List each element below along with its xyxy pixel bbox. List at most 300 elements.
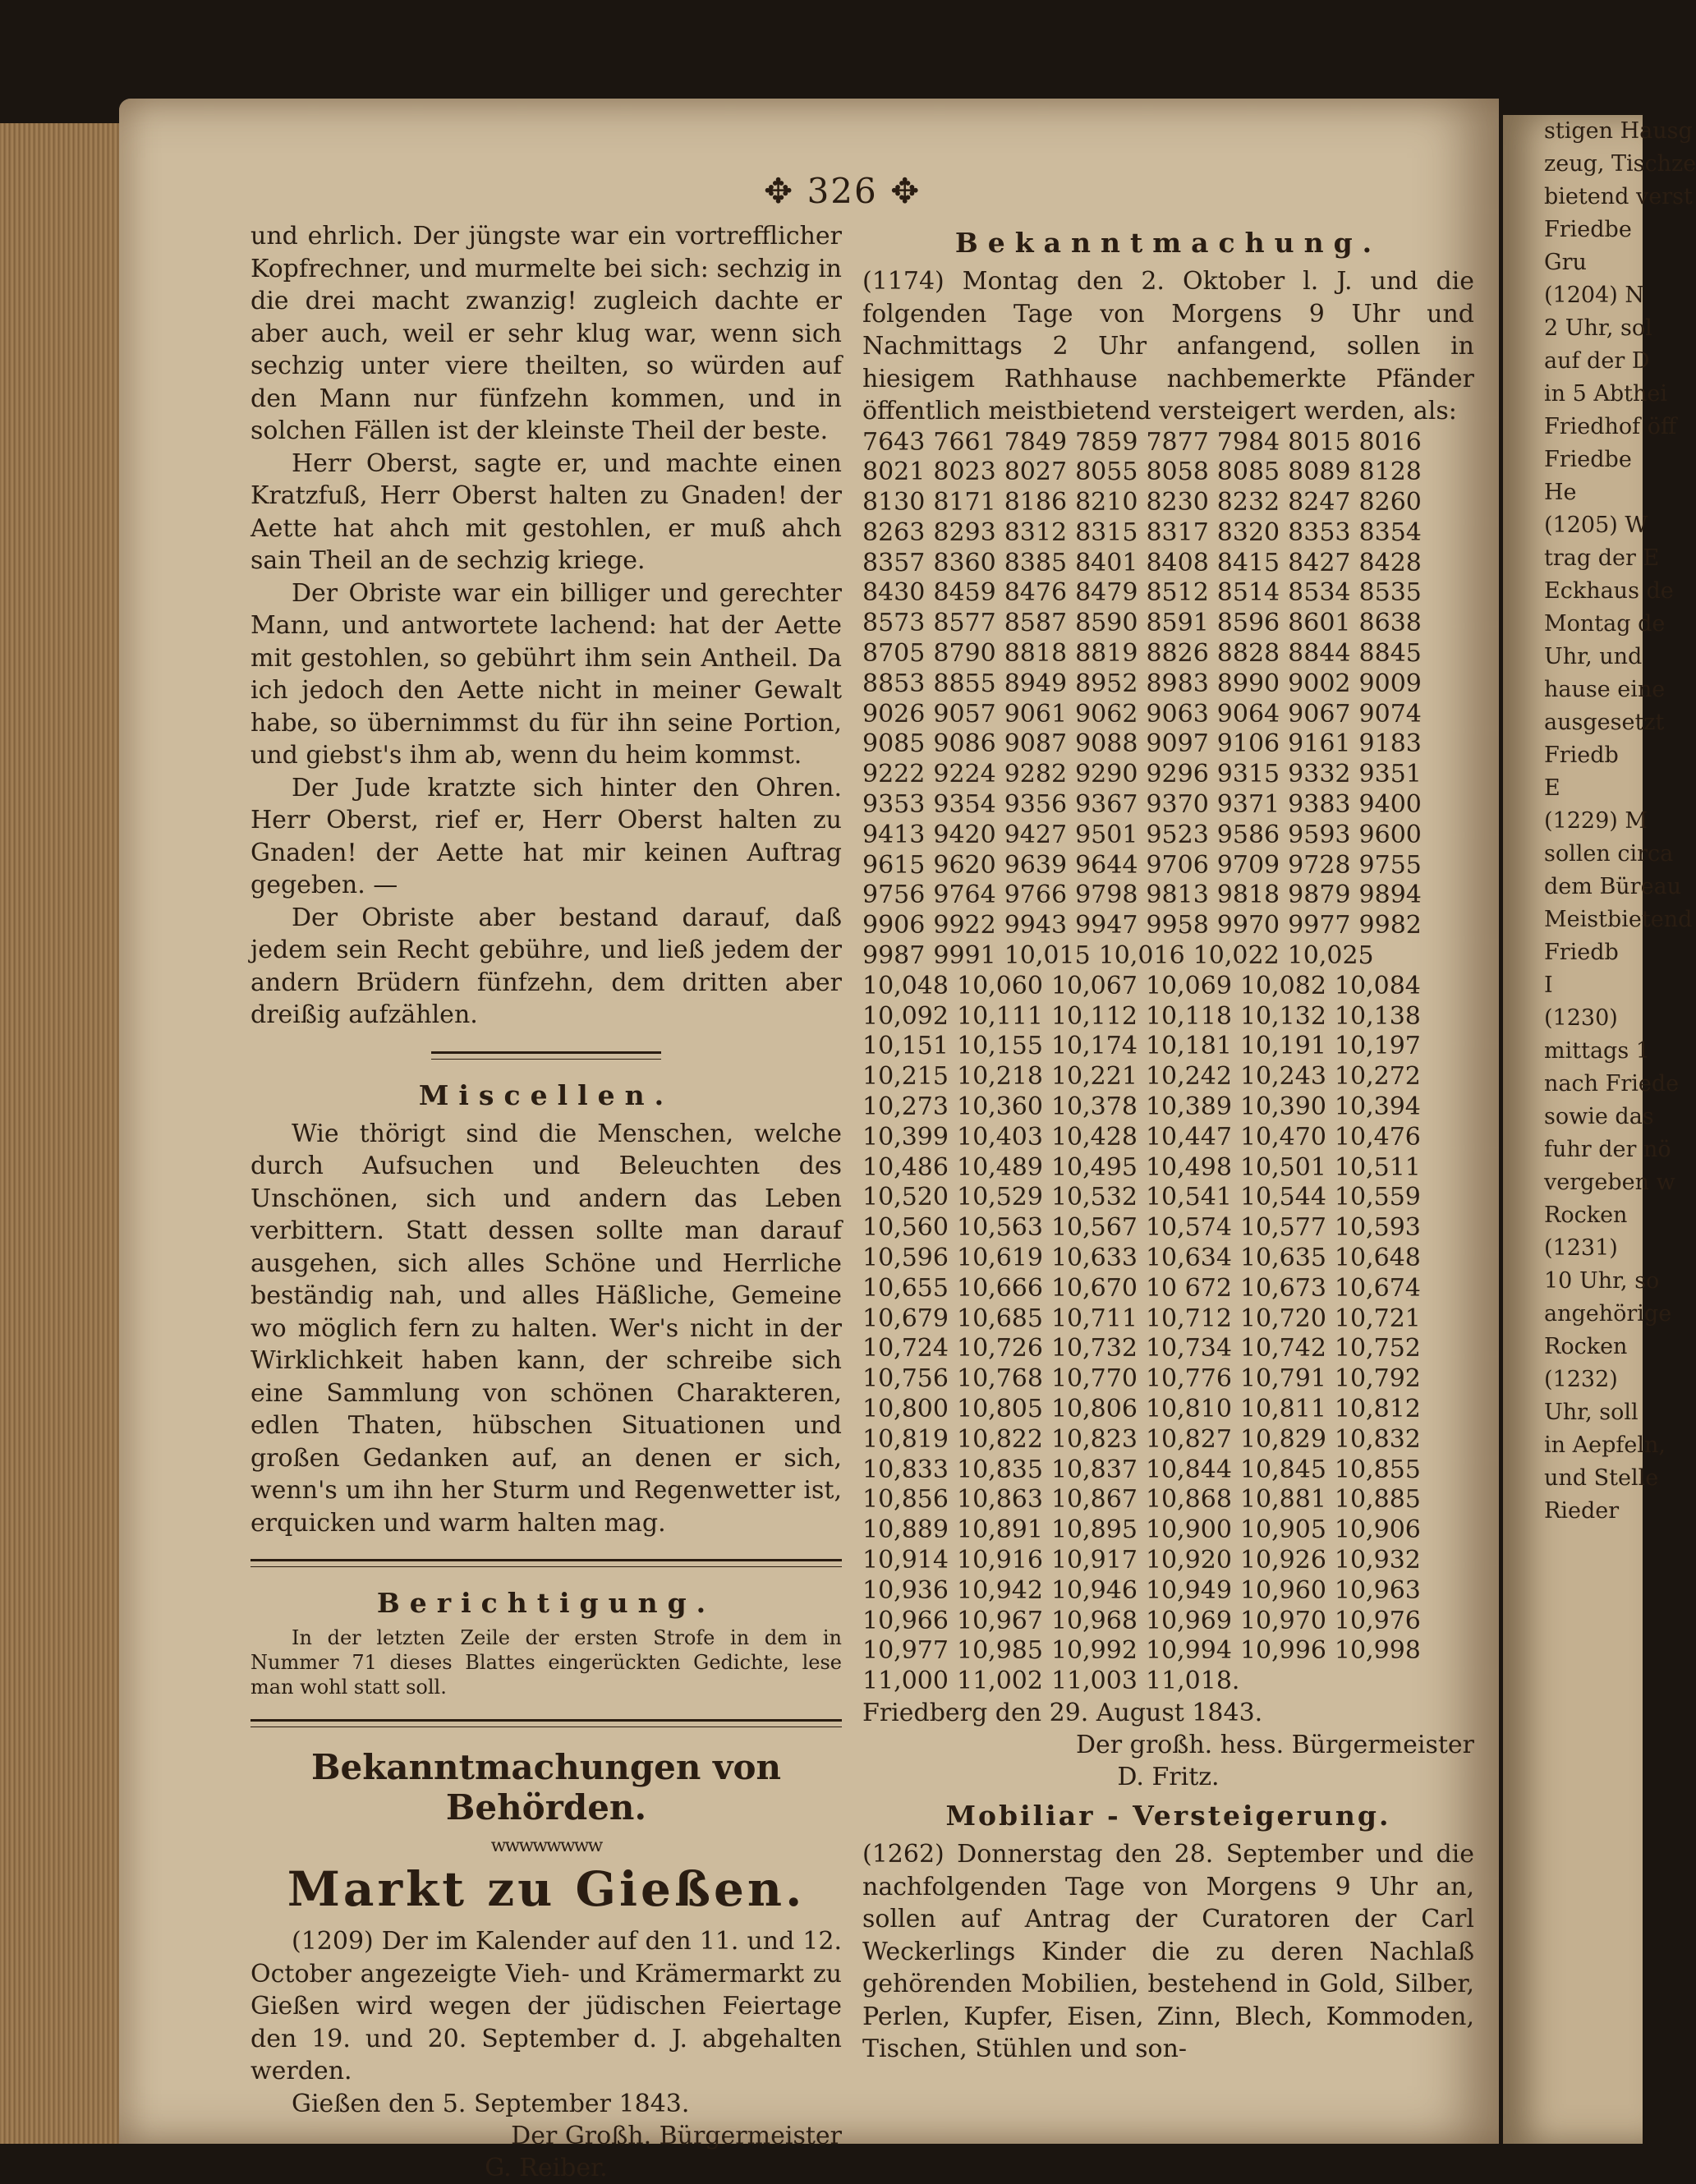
pledge-number: 9615	[862, 850, 926, 880]
pledge-number: 10,174	[1050, 1032, 1138, 1061]
pledge-number: 9947	[1075, 911, 1138, 940]
adjacent-page-fragment: zeug, Tischze	[1544, 151, 1696, 177]
pledge-number: 8015	[1288, 427, 1351, 457]
pledge-number: 10,498	[1145, 1152, 1232, 1182]
pledge-number: 10,666	[956, 1273, 1043, 1303]
pledge-number: 10,920	[1145, 1545, 1232, 1575]
pledge-number: 8535	[1358, 578, 1422, 608]
pledge-number: 10,670	[1050, 1273, 1138, 1303]
pledge-number: 10,792	[1334, 1364, 1421, 1394]
pledge-number: 10,756	[862, 1364, 949, 1394]
pledge-number: 10,544	[1239, 1183, 1326, 1212]
pledge-number: 9982	[1358, 911, 1422, 940]
pledge-number: 7661	[933, 427, 996, 457]
pledge-number: 10,992	[1050, 1636, 1138, 1666]
pledge-number: 10,679	[862, 1304, 949, 1333]
pledge-number: 8514	[1216, 578, 1280, 608]
pledge-number: 10,399	[862, 1122, 949, 1152]
pledge-number: 9987	[862, 941, 926, 971]
pledge-number: 10,863	[956, 1485, 1043, 1515]
pledge-number: 10,734	[1145, 1334, 1232, 1363]
pledge-number: 10,541	[1145, 1183, 1232, 1212]
pledge-number: 10,895	[1050, 1515, 1138, 1545]
pledge-number: 10,567	[1050, 1213, 1138, 1243]
pledge-number: 8828	[1216, 639, 1280, 669]
pledge-number: 10,529	[956, 1183, 1043, 1212]
pledge-number: 10,532	[1050, 1183, 1138, 1212]
mobiliar-text: (1262) Donnerstag den 28. September und die nachfolgenden Tage von Morgens 9 Uhr an, sollen auf Antrag der Curatoren der Carl Weckerlings Kinder die zu deren Nachlaß gehörenden Mobilien, bestehend in Gold, Silber, Perlen, Kupfer, Eisen, Zinn, Blech, Kommoden, Tischen, Stühlen und son-	[862, 1840, 1474, 2064]
pledge-number: 10,118	[1145, 1001, 1232, 1031]
left-column	[250, 220, 842, 2184]
pledge-number: 9062	[1075, 699, 1138, 729]
pledge-number: 10,946	[1050, 1575, 1138, 1605]
pledge-number: 9639	[1004, 850, 1068, 880]
pledge-number: 10,520	[862, 1183, 949, 1212]
pledge-number: 10,969	[1145, 1606, 1232, 1635]
pledge-number: 10,242	[1145, 1062, 1232, 1092]
pledge-number: 10,633	[1050, 1244, 1138, 1273]
pledge-number: 10,619	[956, 1244, 1043, 1273]
pledge-number: 9282	[1004, 760, 1068, 789]
pledge-number: 10,845	[1239, 1455, 1326, 1484]
pledge-number: 10,819	[862, 1424, 949, 1454]
adjacent-page-fragment: ausgesetzt	[1544, 710, 1665, 735]
adjacent-page-fragment: nach Friede	[1544, 1071, 1680, 1097]
pledge-number: 9977	[1288, 911, 1351, 940]
adjacent-page-fragment: Eckhaus de	[1544, 578, 1674, 604]
pledge-number: 10,905	[1239, 1515, 1326, 1545]
pledge-number: 8293	[933, 517, 996, 547]
pledge-number: 8430	[862, 578, 926, 608]
pledge-number: 10,015	[1004, 941, 1091, 971]
pledge-number: 10,835	[956, 1455, 1043, 1484]
pledge-number: 10,593	[1334, 1213, 1421, 1243]
pledge-number: 10,967	[956, 1606, 1043, 1635]
berichtigung-heading: Berichtigung.	[376, 1587, 716, 1619]
pledge-number: 7859	[1075, 427, 1138, 457]
pledge-number: 10,998	[1334, 1636, 1421, 1666]
pledge-number: 9600	[1358, 820, 1422, 849]
pledge-number: 8317	[1146, 517, 1209, 547]
pledge-number: 10,648	[1334, 1244, 1421, 1273]
pledge-number: 9067	[1288, 699, 1351, 729]
mobiliar-heading: Mobiliar - Versteigerung.	[945, 1800, 1391, 1832]
bekanntmachung-place-date: Friedberg den 29. August 1843.	[862, 1698, 1263, 1727]
pledge-number: 10,048	[862, 971, 949, 1000]
pledge-number: 10,151	[862, 1032, 949, 1061]
pledge-number: 9161	[1288, 729, 1351, 759]
pledge-number: 8385	[1004, 548, 1068, 577]
pledge-number: 10,560	[862, 1213, 949, 1243]
pledge-number: 10,197	[1334, 1032, 1421, 1061]
pledge-number: 8186	[1004, 488, 1068, 517]
pledge-number: 8819	[1075, 639, 1138, 669]
pledge-number: 10,138	[1334, 1001, 1421, 1031]
wave-ornament: wwwwwwww	[490, 1836, 602, 1856]
pledge-number: 8312	[1004, 517, 1068, 547]
signature-title: Der Großh. Bürgermeister	[511, 2122, 842, 2150]
pledge-number: 8320	[1216, 517, 1280, 547]
adjacent-page-fragment: Rocken	[1544, 1334, 1628, 1359]
pledge-number: 9709	[1216, 850, 1280, 880]
ornament-left-icon: ✥	[764, 171, 795, 211]
pledge-number: 9061	[1004, 699, 1068, 729]
pledge-number: 10,243	[1239, 1062, 1326, 1092]
pledge-number: 10,881	[1239, 1485, 1326, 1515]
pledge-number: 10,067	[1050, 971, 1138, 1000]
adjacent-page-fragment: und Stelle	[1544, 1465, 1659, 1491]
pledge-number: 9353	[862, 790, 926, 820]
pledge-number: 9315	[1216, 760, 1280, 789]
pledge-number: 9086	[933, 729, 996, 759]
pledge-number: 11,002	[956, 1667, 1043, 1696]
adjacent-page-fragment: I	[1544, 972, 1553, 998]
pledge-number: 7643	[862, 427, 926, 457]
berichtigung-text: In der letzten Zeile der ersten Strofe in dem in Nummer 71 dieses Blattes eingerückten Gedichte, lese man wohl statt soll.	[250, 1626, 842, 1699]
pledge-number: 9943	[1004, 911, 1068, 940]
pledge-number: 8354	[1358, 517, 1422, 547]
pledge-number: 10,390	[1239, 1092, 1326, 1122]
story-paragraph: Der Obriste aber bestand darauf, daß jedem sein Recht gebühre, und ließ jedem der andern Brüdern fünfzehn, dem dritten aber dreißig aufzählen.	[250, 903, 842, 1029]
pledge-number: 9620	[933, 850, 996, 880]
adjacent-page	[1503, 115, 1696, 2144]
pledge-number: 9097	[1146, 729, 1209, 759]
pledge-number: 10,770	[1050, 1364, 1138, 1394]
pledge-number: 10,069	[1145, 971, 1232, 1000]
section-divider	[250, 1559, 842, 1567]
pledge-number: 8573	[862, 609, 926, 638]
pledge-number: 10,932	[1334, 1545, 1421, 1575]
pledge-number: 9764	[933, 880, 996, 910]
pledge-number: 10,132	[1239, 1001, 1326, 1031]
pledge-number: 9087	[1004, 729, 1068, 759]
pledge-number: 8990	[1216, 669, 1280, 698]
story-paragraph: Der Jude kratzte sich hinter den Ohren. Herr Oberst, rief er, Herr Oberst halten zu Gnaden! der Aette hat mir keinen Auftrag gegeben. —	[250, 773, 842, 899]
pledge-number: 9383	[1288, 790, 1351, 820]
pledge-number: 10,867	[1050, 1485, 1138, 1515]
pledge-number: 8055	[1075, 457, 1138, 487]
pledge-number: 10,926	[1239, 1545, 1326, 1575]
pledge-number: 10,022	[1193, 941, 1280, 971]
pledge-number: 10,812	[1334, 1395, 1421, 1423]
pledge-number: 8826	[1146, 639, 1209, 669]
pledge-number: 10,634	[1145, 1244, 1232, 1273]
pledge-number: 9370	[1146, 790, 1209, 820]
pledge-number: 10,394	[1334, 1092, 1421, 1122]
ornament-right-icon: ✥	[890, 171, 922, 211]
pledge-number: 9420	[933, 820, 996, 849]
pledge-number: 10,768	[956, 1364, 1043, 1394]
pledge-number: 9002	[1288, 669, 1351, 698]
pledge-number: 10,712	[1145, 1304, 1232, 1333]
story-paragraph: Der Obriste war ein billiger und gerechter Mann, und antwortete lachend: hat der Aette mit gestohlen, so gebührt ihm sein Antheil. Da ich jedoch den Aette nicht in meiner Gewalt habe, so übernimmst du für ihn seine Portion, und giebst's ihm ab, wenn du heim kommst.	[250, 578, 842, 770]
pledge-number: 8027	[1004, 457, 1068, 487]
pledge-number: 10,495	[1050, 1152, 1138, 1182]
pledge-number: 10,832	[1334, 1424, 1421, 1454]
pledge-number: 8171	[933, 488, 996, 517]
pledge-number: 10,917	[1050, 1545, 1138, 1575]
adjacent-page-fragment: Montag de	[1544, 611, 1666, 637]
pledge-number: 10,996	[1239, 1636, 1326, 1666]
pledge-number: 10,486	[862, 1152, 949, 1182]
section-divider	[431, 1051, 661, 1060]
pledge-number: 10,811	[1239, 1395, 1326, 1423]
pledge-number: 10,577	[1239, 1213, 1326, 1243]
pledge-number: 9371	[1216, 790, 1280, 820]
pledge-number: 9644	[1075, 850, 1138, 880]
pledge-number: 9755	[1358, 850, 1422, 880]
adjacent-page-fragment: Rocken	[1544, 1202, 1628, 1228]
pledge-number: 8844	[1288, 639, 1351, 669]
pledge-number: 10,949	[1145, 1575, 1232, 1605]
pledge-number: 9088	[1075, 729, 1138, 759]
pledge-number: 10,447	[1145, 1122, 1232, 1152]
pledge-number: 9586	[1216, 820, 1280, 849]
pledge-number: 10,726	[956, 1334, 1043, 1363]
pledge-number: 10,776	[1145, 1364, 1232, 1394]
pledge-number: 10,273	[862, 1092, 949, 1122]
pledge-number: 8230	[1146, 488, 1209, 517]
pledge-number: 10,559	[1334, 1183, 1421, 1212]
pledge-number: 10,221	[1050, 1062, 1138, 1092]
pledge-number: 9400	[1358, 790, 1422, 820]
pledge-number: 10,732	[1050, 1334, 1138, 1363]
miscellen-heading: Miscellen.	[418, 1078, 674, 1111]
pledge-number: 9894	[1358, 880, 1422, 910]
pledge-number: 10,674	[1334, 1273, 1421, 1303]
pledge-number: 10,827	[1145, 1424, 1232, 1454]
pledge-number: 11,000	[862, 1667, 949, 1696]
pledge-number: 9296	[1146, 760, 1209, 789]
pledge-number: 9593	[1288, 820, 1351, 849]
pledge-number: 8401	[1075, 548, 1138, 577]
pledge-number: 7877	[1146, 427, 1209, 457]
pledge-number: 10,742	[1239, 1334, 1326, 1363]
pledge-number: 10,111	[956, 1001, 1043, 1031]
pledge-number: 7849	[1004, 427, 1068, 457]
adjacent-page-fragment: auf der D	[1544, 348, 1650, 374]
bekanntmachung-intro: (1174) Montag den 2. Oktober l. J. und die folgenden Tage von Morgens 9 Uhr und Nachmittags 2 Uhr anfangend, sollen in hiesigem Rathhause nachbemerkte Pfänder öffentlich meistbietend versteigert werden, als:	[862, 267, 1474, 425]
pledge-number: 8021	[862, 457, 926, 487]
pledge-number: 9009	[1358, 669, 1422, 698]
pledge-number: 8360	[933, 548, 996, 577]
pledge-number: 8853	[862, 669, 926, 698]
pledge-number: 10,596	[862, 1244, 949, 1273]
adjacent-page-fragment: Meistbietend	[1544, 907, 1693, 932]
behoerden-heading: Bekanntmachungen von Behörden.	[310, 1747, 782, 1828]
signature-name: G. Reiber.	[485, 2154, 608, 2182]
adjacent-page-fragment: (1230)	[1544, 1005, 1618, 1031]
pledge-number: 8058	[1146, 457, 1209, 487]
pledge-number: 8638	[1358, 609, 1422, 638]
adjacent-page-fragment: Friedhof öff	[1544, 414, 1677, 439]
adjacent-page-fragment: 10 Uhr, so	[1544, 1268, 1660, 1294]
pledge-number: 10,016	[1098, 941, 1185, 971]
pledge-number: 8479	[1075, 578, 1138, 608]
pledge-number: 9224	[933, 760, 996, 789]
pledge-number: 9354	[933, 790, 996, 820]
pledge-number: 10,822	[956, 1424, 1043, 1454]
pledge-number: 10,272	[1334, 1062, 1421, 1092]
adjacent-page-fragment: bietend verst	[1544, 184, 1693, 209]
miscellen-text: Wie thörigt sind die Menschen, welche durch Aufsuchen und Beleuchten des Unschönen, sich und andern das Leben verbittern. Statt dessen sollte man darauf ausgehen, sich alles Schöne und Herrliche beständig nah, und alles Häßliche, Gemeine wo möglich fern zu halten. Wer's nicht in der Wirklichkeit haben kann, der schreibe sich eine Sammlung von schönen Charakteren, edlen Thaten, hübschen Situationen und großen Gedanken auf, an denen er sich, wenn's um ihn her Sturm und Regenwetter ist, erquicken und warm halten mag.	[250, 1119, 842, 1538]
pledge-number: 9818	[1216, 880, 1280, 910]
adjacent-page-fragment: in 5 Abthei	[1544, 381, 1668, 407]
pledge-number: 10,084	[1334, 971, 1421, 1000]
pledge-number: 8596	[1216, 609, 1280, 638]
adjacent-page-fragment: 2 Uhr, sol	[1544, 315, 1652, 341]
adjacent-page-fragment: Uhr, soll	[1544, 1400, 1639, 1425]
pledge-number: 9523	[1146, 820, 1209, 849]
adjacent-page-fragment: fuhr der nö	[1544, 1137, 1671, 1162]
pledge-number: 7984	[1216, 427, 1280, 457]
adjacent-page-fragment: Friedbe	[1544, 447, 1632, 472]
pledge-number: 9756	[862, 880, 926, 910]
pledge-number: 11,003	[1050, 1667, 1138, 1696]
pledge-number: 8512	[1146, 578, 1209, 608]
adjacent-page-fragment: vergeben w	[1544, 1170, 1675, 1195]
pledge-number: 9222	[862, 760, 926, 789]
adjacent-page-fragment: (1231)	[1544, 1235, 1618, 1261]
pledge-number: 10,191	[1239, 1032, 1326, 1061]
adjacent-page-fragment: He	[1544, 480, 1577, 505]
pledge-number: 8818	[1004, 639, 1068, 669]
adjacent-page-fragment: (1229) M	[1544, 808, 1648, 834]
pledge-number: 10,968	[1050, 1606, 1138, 1635]
pledge-number: 8949	[1004, 669, 1068, 698]
pledge-number: 9879	[1288, 880, 1351, 910]
pledge-number: 10,805	[956, 1395, 1043, 1423]
pledge-number: 8315	[1075, 517, 1138, 547]
pledge-number: 10,891	[956, 1515, 1043, 1545]
pledge-number: 10,994	[1145, 1636, 1232, 1666]
adjacent-page-fragment: sowie das	[1544, 1104, 1654, 1129]
pledge-number: 11,018.	[1145, 1667, 1240, 1696]
pledge-number: 8790	[933, 639, 996, 669]
pledge-number: 10,673	[1239, 1273, 1326, 1303]
market-text: (1209) Der im Kalender auf den 11. und 12. October angezeigte Vieh- und Krämermarkt zu Gießen wird wegen der jüdischen Feiertage den 19. und 20. September d. J. abgehalten werden.	[250, 1927, 842, 2085]
pledge-number: 9706	[1146, 850, 1209, 880]
pledge-number: 9367	[1075, 790, 1138, 820]
pledge-number: 10,218	[956, 1062, 1043, 1092]
pledge-number: 9064	[1216, 699, 1280, 729]
pledge-number: 8577	[933, 609, 996, 638]
adjacent-page-fragment: Gru	[1544, 250, 1587, 275]
pledge-number: 10,112	[1050, 1001, 1138, 1031]
pledge-number: 9106	[1216, 729, 1280, 759]
pledge-number: 10,914	[862, 1545, 949, 1575]
pledge-number: 8983	[1146, 669, 1209, 698]
pledge-number: 10,470	[1239, 1122, 1326, 1152]
pledge-number: 10,155	[956, 1032, 1043, 1061]
pledge-number: 10,082	[1239, 971, 1326, 1000]
pledge-number: 10,916	[956, 1545, 1043, 1575]
pledge-number: 10,960	[1239, 1575, 1326, 1605]
page-number: ✥ 326 ✥	[764, 171, 922, 211]
pledge-number: 9351	[1358, 760, 1422, 789]
market-place-date: Gießen den 5. September 1843.	[292, 2089, 690, 2118]
section-divider	[250, 1719, 842, 1727]
pledge-number: 8263	[862, 517, 926, 547]
right-column	[862, 220, 1474, 2066]
pledge-number: 9798	[1075, 880, 1138, 910]
pledge-number: 8591	[1146, 609, 1209, 638]
pledge-number: 8210	[1075, 488, 1138, 517]
adjacent-page-fragment: Friedbe	[1544, 217, 1632, 242]
pledge-number: 9332	[1288, 760, 1351, 789]
pledge-number: 10,900	[1145, 1515, 1232, 1545]
pledge-number: 9813	[1146, 880, 1209, 910]
pledge-number: 10,215	[862, 1062, 949, 1092]
pledge-number: 10,025	[1287, 941, 1374, 971]
pledge-number: 10,936	[862, 1575, 949, 1605]
pledge-number: 10,721	[1334, 1304, 1421, 1333]
pledge-number: 10,976	[1334, 1606, 1421, 1635]
adjacent-page-fragment: mittags 1	[1544, 1038, 1650, 1064]
pledge-number: 10,428	[1050, 1122, 1138, 1152]
pledge-number: 10,403	[956, 1122, 1043, 1152]
adjacent-page-fragment: Rieder	[1544, 1498, 1620, 1524]
pledge-number: 10,685	[956, 1304, 1043, 1333]
adjacent-page-fragment: E	[1544, 775, 1560, 801]
pledge-number: 8590	[1075, 609, 1138, 638]
pledge-number: 10,476	[1334, 1122, 1421, 1152]
adjacent-page-fragment: trag der E	[1544, 545, 1660, 571]
adjacent-page-fragment: stigen Hausg	[1544, 118, 1693, 144]
pledge-number: 9183	[1358, 729, 1422, 759]
story-paragraph: und ehrlich. Der jüngste war ein vortrefflicher Kopfrechner, und murmelte bei sich: sechzig in die drei macht zwanzig! zugleich dachte er aber auch, weil er sehr klug war, wenn sich sechzig unter viere theilten, so würden auf den Mann nur fünfzehn kommen, und in solchen Fällen ist der kleinste Theil der beste.	[250, 222, 842, 445]
pledge-number: 10 672	[1145, 1273, 1232, 1303]
book-page-edge	[0, 123, 123, 2144]
pledge-number: 8023	[933, 457, 996, 487]
pledge-number: 8016	[1358, 427, 1422, 457]
pledge-number: 8459	[933, 578, 996, 608]
adjacent-page-fragment: Uhr, und	[1544, 644, 1643, 669]
pledge-number: 9427	[1004, 820, 1068, 849]
pledge-number: 10,711	[1050, 1304, 1138, 1333]
story-paragraph: Herr Oberst, sagte er, und machte einen Kratzfuß, Herr Oberst halten zu Gnaden! der Aette hat ahch mit gestohlen, er muß ahch sain Theil an de sechzig kriege.	[250, 448, 842, 575]
pledge-number: 8247	[1288, 488, 1351, 517]
adjacent-page-fragment: in Aepfeln,	[1544, 1432, 1666, 1458]
pledge-number: 10,092	[862, 1001, 949, 1031]
pledge-number: 8415	[1216, 548, 1280, 577]
pledge-number: 10,563	[956, 1213, 1043, 1243]
pledge-number: 8845	[1358, 639, 1422, 669]
pledge-number: 9085	[862, 729, 926, 759]
pledge-number: 9922	[933, 911, 996, 940]
pledge-number: 9991	[933, 941, 996, 971]
pledge-number: 10,791	[1239, 1364, 1326, 1394]
pledge-number: 8353	[1288, 517, 1351, 547]
adjacent-page-fragment: Friedb	[1544, 743, 1619, 768]
pledge-number: 10,885	[1334, 1485, 1421, 1515]
market-title: Markt zu Gießen.	[287, 1861, 806, 1917]
adjacent-page-fragment: (1205) W	[1544, 513, 1648, 538]
pledge-number: 8601	[1288, 609, 1351, 638]
pledge-number: 9356	[1004, 790, 1068, 820]
pledge-number: 10,574	[1145, 1213, 1232, 1243]
pledge-number: 10,856	[862, 1485, 949, 1515]
pledge-number: 10,752	[1334, 1334, 1421, 1363]
pledge-number: 10,985	[956, 1636, 1043, 1666]
pledge-number: 10,806	[1050, 1395, 1138, 1423]
pledge-number: 8232	[1216, 488, 1280, 517]
pledge-number: 9970	[1216, 911, 1280, 940]
pledge-number: 8130	[862, 488, 926, 517]
adjacent-page-fragment: (1232)	[1544, 1367, 1618, 1392]
pledge-number: 10,829	[1239, 1424, 1326, 1454]
adjacent-page-fragment: sollen circa	[1544, 841, 1674, 867]
